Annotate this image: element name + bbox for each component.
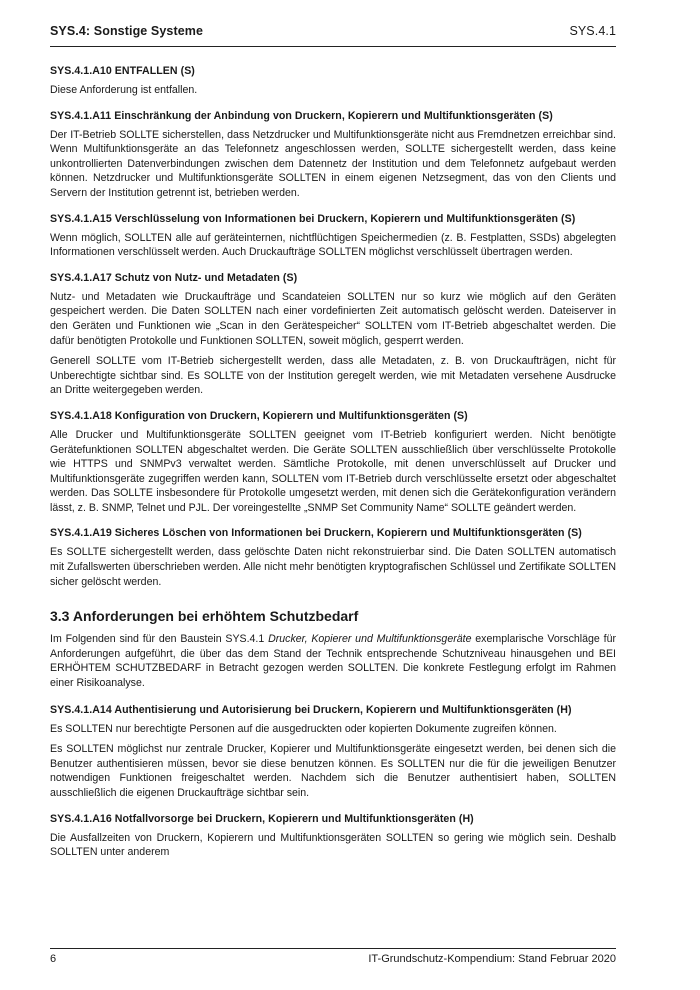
requirement-title: SYS.4.1.A10 ENTFALLEN (S) [50,65,195,77]
requirement-section [50,526,616,589]
footer-source: IT-Grundschutz-Kompendium: Stand Februar 2020 [368,953,616,965]
requirement-title: SYS.4.1.A19 Sicheres Löschen von Informationen bei Druckern, Kopierern und Multifunktionsgeräten (S) [50,527,582,540]
requirement-paragraph: Es SOLLTE sichergestellt werden, dass gelöschte Daten nicht rekonstruierbar sind. Die Daten SOLLTEN automatisch mit Zufallswerten überschrieben werden. Alle nicht mehr benötigten kryptografischen Schlüssel und Zertifikate SOLLTEN sicher gelöscht werden. [50,546,616,588]
requirement-paragraph: Es SOLLTEN nur berechtigte Personen auf die ausgedruckten oder kopierten Dokumente zugreifen können. [50,722,557,735]
requirements-standard [50,64,616,589]
requirement-section [50,64,616,98]
requirement-title: SYS.4.1.A11 Einschränkung der Anbindung von Druckern, Kopierern und Multifunktionsgeräten (S) [50,109,553,122]
page-number: 6 [50,953,57,965]
module-name-italic: Drucker, Kopierer und Multifunktionsgeräte [268,633,472,646]
header-chapter-title: SYS.4: Sonstige Systeme [50,24,204,38]
requirement-paragraph: Wenn möglich, SOLLTEN alle auf geräteinternen, nichtflüchtigen Speichermedien (z. B. Festplatten, SSDs) abgelegten Informationen verschlüsselt werden. Auch Druckaufträge SOLLTEN möglichst verschlüsselt übertragen werden. [50,231,616,259]
requirement-section [50,703,616,801]
page-body [50,64,616,871]
requirement-section [50,409,616,516]
requirement-section [50,271,616,398]
requirement-section [50,212,616,260]
requirement-paragraph: Diese Anforderung ist entfallen. [50,84,198,96]
requirement-paragraph: Der IT-Betrieb SOLLTE sicherstellen, dass Netzdrucker und Multifunktionsgeräte nicht aus Fremdnetzen erreichbar sind. Wenn Multifunktionsgeräte an das Telefonnetz angeschlossen werden, SOLLTE sichergestellt werden, dass keine unkontrollierten Datenverbindungen zwischen dem Datennetz der Institution und dem Telefonnetz aufgebaut werden können. Netzdrucker und Multifunktionsgeräte SOLLTEN in einem eigenen Netzsegment, das von den Clients und Servern der Institution getrennt ist, betrieben werden. [50,128,616,199]
requirement-paragraph: Nutz- und Metadaten wie Druckaufträge und Scandateien SOLLTEN nur so kurz wie möglich auf den Geräten gespeichert werden. Die Daten SOLLTEN nach einer vordefinierten Zeit automatisch gelöscht werden. Dateiserver in den Geräten und Funktionen wie „Scan in den Gerätespeicher“ SOLLTEN vom IT-Betrieb abgeschaltet werden. Die dafür benötigten Protokolle und Funktionen SOLLTEN, soweit möglich, gesperrt werden. [50,290,616,347]
requirement-title: SYS.4.1.A18 Konfiguration von Druckern, Kopierern und Multifunktionsgeräten (S) [50,409,468,422]
chapter-heading: 3.3 Anforderungen bei erhöhtem Schutzbedarf [50,608,359,625]
chapter-intro: Im Folgenden sind für den Baustein SYS.4.1 Drucker, Kopierer und Multifunktionsgeräte exemplarische Vorschläge für Anforderungen aufgeführt, die über das dem Stand der Technik entsprechende Schutzniveau hinausgehen und BEI ERHÖHTEM SCHUTZBEDARF in Betracht gezogen werden SOLLTEN. Die konkrete Festlegung erfolgt im Rahmen einer Risikoanalyse. [50,633,616,690]
requirements-high [50,703,616,860]
footer-divider [50,948,616,949]
requirement-paragraph: Generell SOLLTE vom IT-Betrieb sichergestellt werden, dass alle Metadaten, z. B. von Druckaufträgen, nicht für Unberechtigte sichtbar sind. Es SOLLTE von der Institution geregelt werden, wie mit Metadaten versehene Ausdrucke an Dritte weitergegeben werden. [50,355,616,397]
header-divider [50,46,616,47]
requirement-paragraph: Alle Drucker und Multifunktionsgeräte SOLLTEN geeignet vom IT-Betrieb konfiguriert werden. Nicht benötigte Gerätefunktionen SOLLTEN abgeschaltet werden. Die Geräte SOLLTEN ausschließlich über verschlüsselte Protokolle wie HTTPS und SNMPv3 verwaltet werden. Sämtliche Protokolle, mit denen unverschlüsselt auf Drucker und Multifunktionsgeräte zugegriffen werden kann, SOLLTEN vom IT-Betrieb durch verschlüsselte ersetzt oder abgeschaltet werden. Das SOLLTE insbesondere für Protokolle umgesetzt werden, mit denen sich die Gerätekonfiguration verändern lässt, z. B. SNMP, Telnet und PJL. Der voreingestellte „SNMP Set Community Name“ SOLLTE geändert werden. [50,428,616,514]
requirement-title: SYS.4.1.A15 Verschlüsselung von Informationen bei Druckern, Kopierern und Multifunktionsgeräten (S) [50,212,576,225]
requirement-paragraph: Es SOLLTEN möglichst nur zentrale Drucker, Kopierer und Multifunktionsgeräte eingesetzt werden, bei denen sich die Benutzer authentisieren müssen, bevor sie diese benutzen können. Es SOLLTEN nur die für die jeweiligen Benutzer notwendigen Funktionen freigeschaltet werden. Nachdem sich die Benutzer authentisiert haben, SOLLTEN ausschließlich die eigenen Druckaufträge sichtbar sein. [50,743,616,799]
page-header [50,24,616,44]
requirement-title: SYS.4.1.A17 Schutz von Nutz- und Metadaten (S) [50,271,298,284]
requirement-title: SYS.4.1.A14 Authentisierung und Autorisierung bei Druckern, Kopierern und Multifunktionsgeräten (H) [50,703,572,716]
requirement-section [50,812,616,860]
requirement-paragraph: Die Ausfallzeiten von Druckern, Kopierern und Multifunktionsgeräten SOLLTEN so gering wie möglich sein. Deshalb SOLLTEN unter anderem [50,831,616,859]
header-module-id: SYS.4.1 [569,24,616,38]
requirement-section [50,109,616,201]
requirement-title: SYS.4.1.A16 Notfallvorsorge bei Druckern, Kopierern und Multifunktionsgeräten (H) [50,812,474,825]
